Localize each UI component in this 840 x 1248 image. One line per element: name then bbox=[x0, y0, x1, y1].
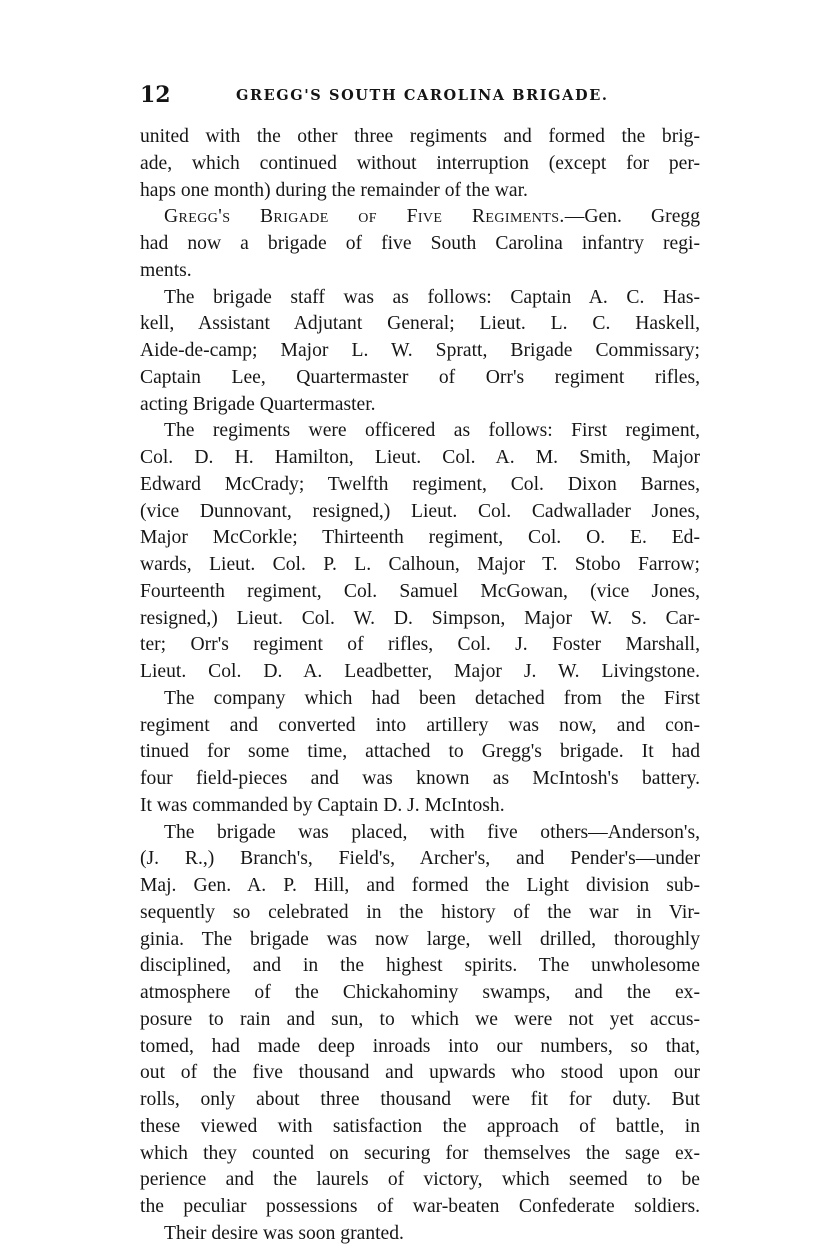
text-line: the peculiar possessions of war-beaten Confederate soldiers. bbox=[140, 1196, 700, 1217]
text-line: regiment and converted into artillery was now, and con- bbox=[140, 714, 700, 736]
text-line: which they counted on securing for themselves the sage ex- bbox=[140, 1142, 700, 1164]
text-line: posure to rain and sun, to which we were not yet accus- bbox=[140, 1008, 700, 1030]
text-line: sequently so celebrated in the history of the war in Vir- bbox=[140, 901, 700, 923]
text-line: haps one month) during the remainder of the war. bbox=[140, 179, 528, 201]
text-line: Fourteenth regiment, Col. Samuel McGowan, (vice Jones, bbox=[140, 580, 700, 602]
section-heading-line bbox=[140, 204, 700, 231]
text-line: acting Brigade Quartermaster. bbox=[140, 393, 376, 415]
text-line: (J. R.,) Branch's, Field's, Archer's, and Pender's—under bbox=[140, 848, 700, 870]
text-line: (vice Dunnovant, resigned,) Lieut. Col. Cadwallader Jones, bbox=[140, 500, 700, 522]
section-heading: Gregg's Brigade of Five Regiments. bbox=[164, 206, 565, 228]
text-line: ginia. The brigade was now large, well drilled, thoroughly bbox=[140, 928, 700, 950]
text-line: Maj. Gen. A. P. Hill, and formed the Light division sub- bbox=[140, 875, 700, 896]
text-line: It was commanded by Captain D. J. McIntosh. bbox=[140, 794, 505, 816]
text-line: Aide-de-camp; Major L. W. Spratt, Brigade Commissary; bbox=[140, 340, 700, 361]
text-line: these viewed with satisfaction the approach of battle, in bbox=[140, 1115, 700, 1137]
running-header bbox=[140, 80, 700, 110]
text-line: had now a brigade of five South Carolina infantry regi- bbox=[140, 233, 700, 254]
text-line: atmosphere of the Chickahominy swamps, and the ex- bbox=[140, 982, 700, 1003]
text-line: ments. bbox=[140, 259, 192, 281]
text-line: ade, which continued without interruption (except for per- bbox=[140, 152, 700, 174]
text-line: out of the five thousand and upwards who stood upon our bbox=[140, 1062, 700, 1084]
text-line: The brigade was placed, with five others—Anderson's, bbox=[164, 821, 700, 843]
text-line: Captain Lee, Quartermaster of Orr's regiment rifles, bbox=[140, 366, 700, 388]
text-line: Col. D. H. Hamilton, Lieut. Col. A. M. Smith, Major bbox=[140, 447, 700, 468]
body-text bbox=[140, 124, 700, 1248]
text-line: united with the other three regiments and formed the brig- bbox=[140, 126, 700, 147]
text-line: wards, Lieut. Col. P. L. Calhoun, Major T. Stobo Farrow; bbox=[140, 554, 700, 575]
text-line: rolls, only about three thousand were fit for duty. But bbox=[140, 1089, 700, 1110]
page-number: 12 bbox=[140, 82, 171, 108]
text-line: resigned,) Lieut. Col. W. D. Simpson, Major W. S. Car- bbox=[140, 607, 700, 629]
text-line: tinued for some time, attached to Gregg's brigade. It had bbox=[140, 741, 700, 763]
text-line: Their desire was soon granted. bbox=[164, 1222, 404, 1244]
text-line: The regiments were officered as follows: First regiment, bbox=[164, 420, 700, 442]
running-title: GREGG'S SOUTH CAROLINA BRIGADE. bbox=[236, 87, 609, 104]
text-line: The brigade staff was as follows: Captain A. C. Has- bbox=[164, 286, 700, 308]
text-line: ter; Orr's regiment of rifles, Col. J. Foster Marshall, bbox=[140, 634, 700, 656]
text-line: disciplined, and in the highest spirits. The unwholesome bbox=[140, 955, 700, 977]
text-line: Lieut. Col. D. A. Leadbetter, Major J. W. Livingstone. bbox=[140, 661, 700, 682]
section-lead-text: —Gen. Gregg bbox=[564, 206, 700, 228]
text-line: kell, Assistant Adjutant General; Lieut. L. C. Haskell, bbox=[140, 313, 700, 335]
text-line: four field-pieces and was known as McIntosh's battery. bbox=[140, 768, 700, 789]
text-line: Major McCorkle; Thirteenth regiment, Col. O. E. Ed- bbox=[140, 527, 700, 549]
text-line: perience and the laurels of victory, which seemed to be bbox=[140, 1169, 700, 1191]
text-line: Edward McCrady; Twelfth regiment, Col. Dixon Barnes, bbox=[140, 473, 700, 495]
text-line: The company which had been detached from the First bbox=[164, 687, 700, 709]
text-line: tomed, had made deep inroads into our numbers, so that, bbox=[140, 1035, 700, 1057]
